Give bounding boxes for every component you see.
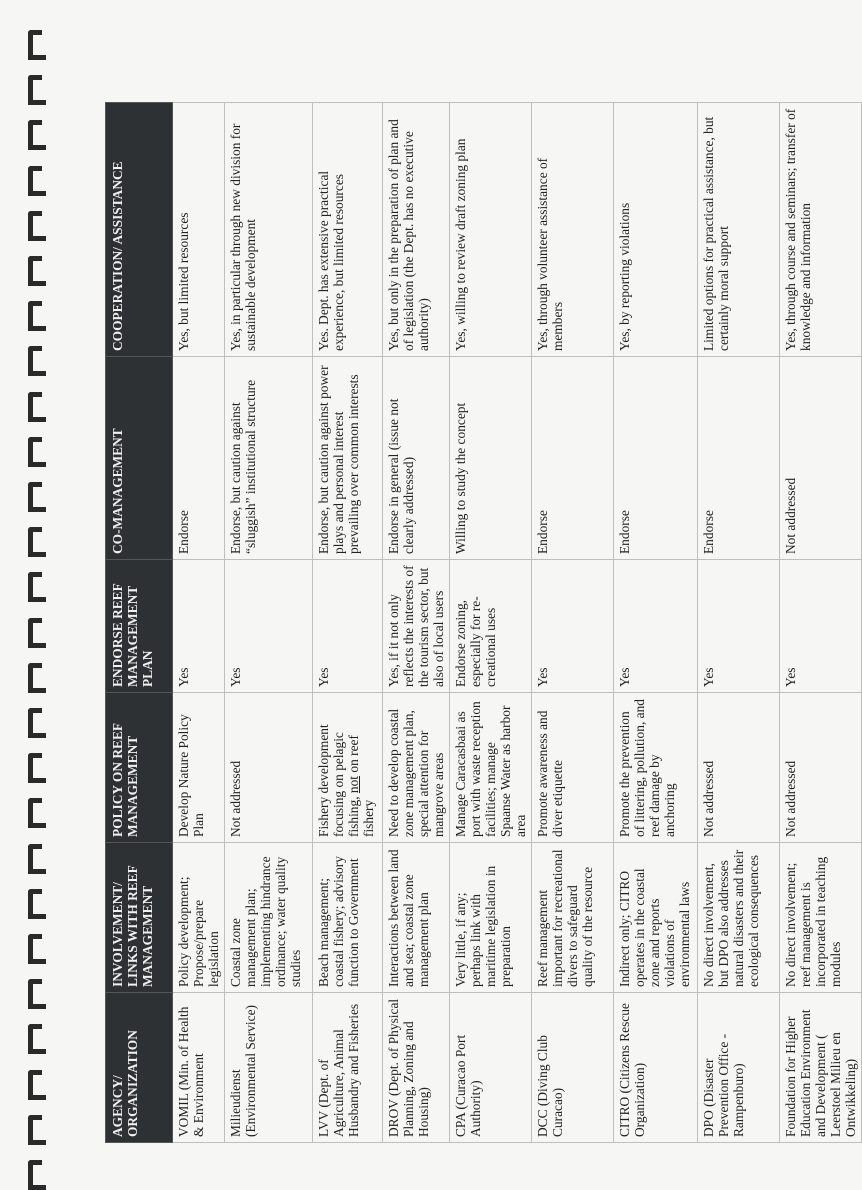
cell-comanagement: Willing to study the concept bbox=[450, 357, 532, 560]
policy-text-emphasis: not bbox=[346, 775, 361, 794]
cell-comanagement: Endorse bbox=[698, 357, 780, 560]
binding-ring bbox=[28, 527, 42, 557]
binding-ring bbox=[28, 979, 42, 1009]
cell-cooperation: Limited options for practical assistance, but certainly moral support bbox=[698, 103, 780, 357]
binding-ring bbox=[28, 120, 42, 150]
cell-comanagement: Not addressed bbox=[780, 357, 862, 560]
header-policy: POLICY ON REEF MANAGEMENT bbox=[106, 693, 173, 843]
binding-ring bbox=[28, 708, 42, 738]
policy-text-pre: Fishery development focusing on pelagic fishing, bbox=[316, 724, 361, 837]
binding-ring bbox=[28, 934, 42, 964]
cell-comanagement: Endorse, but caution against power plays and personal interest prevailing over common interests bbox=[313, 357, 383, 560]
cell-involvement: Interactions between land and sea; coastal zone management plan bbox=[383, 843, 450, 993]
cell-comanagement: Endorse, but caution against “sluggish” institutional structure bbox=[225, 357, 313, 560]
cell-endorse: Yes bbox=[225, 560, 313, 693]
header-involvement: INVOLVEMENT/ LINKS WITH REEF MANAGEMENT bbox=[106, 843, 173, 993]
cell-policy: Not addressed bbox=[780, 693, 862, 843]
table-row bbox=[614, 103, 698, 1143]
table-row bbox=[698, 103, 780, 1143]
cell-endorse: Yes bbox=[698, 560, 780, 693]
cell-involvement: Very little, if any; perhaps link with maritime legislation in preparation bbox=[450, 843, 532, 993]
cell-agency: Foundation for Higher Education Environment and Development ( Leerstoel Milieu en Ontwikkeling) bbox=[780, 993, 862, 1143]
binding-ring bbox=[28, 482, 42, 512]
cell-cooperation: Yes, through volunteer assistance of members bbox=[532, 103, 614, 357]
cell-cooperation: Yes, willing to review draft zoning plan bbox=[450, 103, 532, 357]
binding-ring bbox=[28, 1115, 42, 1145]
binding-ring bbox=[28, 663, 42, 693]
rotated-table-wrapper bbox=[105, 103, 858, 1143]
cell-endorse: Yes bbox=[614, 560, 698, 693]
cell-endorse: Endorse zoning, especially for re-creational uses bbox=[450, 560, 532, 693]
cell-cooperation: Yes, through course and seminars; transfer of knowledge and information bbox=[780, 103, 862, 357]
cell-policy: Manage Caracasbaai as port with waste reception facilities; manage Spaanse Water as harbor area bbox=[450, 693, 532, 843]
cell-comanagement: Endorse in general (issue not clearly addressed) bbox=[383, 357, 450, 560]
cell-cooperation: Yes. Dept. has extensive practical experience, but limited resources bbox=[313, 103, 383, 357]
cell-agency: DCC (Diving Club Curacao) bbox=[532, 993, 614, 1143]
cell-cooperation: Yes, in particular through new division for sustainable development bbox=[225, 103, 313, 357]
binding-ring bbox=[28, 256, 42, 286]
binding-ring bbox=[28, 618, 42, 648]
cell-involvement: Coastal zone management plan; implementing hindrance ordinance; water quality studies bbox=[225, 843, 313, 993]
cell-involvement: No direct involvement; reef management is incorporated in teaching modules bbox=[780, 843, 862, 993]
table-row bbox=[383, 103, 450, 1143]
table-row bbox=[225, 103, 313, 1143]
cell-involvement: No direct involvement, but DPO also addresses natural disasters and their ecological consequences bbox=[698, 843, 780, 993]
document-page bbox=[60, 0, 858, 1187]
cell-cooperation: Yes, but limited resources bbox=[173, 103, 225, 357]
binding-ring bbox=[28, 798, 42, 828]
cell-policy bbox=[313, 693, 383, 843]
cell-policy: Promote the prevention of littering, pollution, and reef damage by anchoring bbox=[614, 693, 698, 843]
cell-agency: DPO (Disaster Prevention Office - Rampenburo) bbox=[698, 993, 780, 1143]
header-agency: AGENCY/ ORGANIZATION bbox=[106, 993, 173, 1143]
header-endorse: ENDORSE REEF MANAGEMENT PLAN bbox=[106, 560, 173, 693]
binding-ring bbox=[28, 437, 42, 467]
cell-endorse: Yes, if it not only reflects the interests of the tourism sector, but also of local users bbox=[383, 560, 450, 693]
table-row bbox=[780, 103, 862, 1143]
cell-policy: Promote awareness and diver etiquette bbox=[532, 693, 614, 843]
cell-comanagement: Endorse bbox=[614, 357, 698, 560]
cell-endorse: Yes bbox=[780, 560, 862, 693]
binding-ring bbox=[28, 1070, 42, 1100]
header-cooperation: COOPERATION/ ASSISTANCE bbox=[106, 103, 173, 357]
table-row bbox=[313, 103, 383, 1143]
binding-ring bbox=[28, 889, 42, 919]
cell-endorse: Yes bbox=[532, 560, 614, 693]
spiral-binding bbox=[0, 0, 60, 1187]
header-row bbox=[106, 103, 173, 1143]
cell-policy: Develop Nature Policy Plan bbox=[173, 693, 225, 843]
binding-ring bbox=[28, 346, 42, 376]
table-row bbox=[173, 103, 225, 1143]
binding-ring bbox=[28, 1024, 42, 1054]
cell-agency: Milieudienst (Environmental Service) bbox=[225, 993, 313, 1143]
binding-ring bbox=[28, 572, 42, 602]
cell-endorse: Yes bbox=[173, 560, 225, 693]
cell-involvement: Policy development; Propose/prepare legislation bbox=[173, 843, 225, 993]
binding-ring bbox=[28, 392, 42, 422]
table-row bbox=[450, 103, 532, 1143]
cell-involvement: Indirect only; CITRO operates in the coastal zone and reports violations of environmental laws bbox=[614, 843, 698, 993]
cell-comanagement: Endorse bbox=[532, 357, 614, 560]
cell-policy: Not addressed bbox=[225, 693, 313, 843]
reef-management-stakeholder-table bbox=[105, 102, 862, 1143]
binding-ring bbox=[28, 166, 42, 196]
binding-ring bbox=[28, 1160, 42, 1190]
binding-ring bbox=[28, 301, 42, 331]
binding-ring bbox=[28, 753, 42, 783]
cell-policy: Not addressed bbox=[698, 693, 780, 843]
binding-ring bbox=[28, 844, 42, 874]
cell-involvement: Reef management important for recreational divers to safeguard quality of the resource bbox=[532, 843, 614, 993]
cell-agency: DROV (Dept. of Physical Planning, Zoning and Housing) bbox=[383, 993, 450, 1143]
cell-agency: CITRO (Citizens Rescue Organization) bbox=[614, 993, 698, 1143]
cell-agency: CPA (Curacao Port Authority) bbox=[450, 993, 532, 1143]
cell-cooperation: Yes, by reporting violations bbox=[614, 103, 698, 357]
cell-policy: Need to develop coastal zone management plan, special attention for mangrove areas bbox=[383, 693, 450, 843]
binding-ring bbox=[28, 30, 42, 60]
policy-text-post: on reef fishery bbox=[346, 735, 376, 837]
cell-cooperation: Yes, but only in the preparation of plan and of legislation (the Dept. has no executive authority) bbox=[383, 103, 450, 357]
binding-ring bbox=[28, 211, 42, 241]
table-row bbox=[532, 103, 614, 1143]
cell-comanagement: Endorse bbox=[173, 357, 225, 560]
cell-endorse: Yes bbox=[313, 560, 383, 693]
header-comanagement: CO-MANAGEMENT bbox=[106, 357, 173, 560]
cell-involvement: Beach management; coastal fishery; advisory function to Government bbox=[313, 843, 383, 993]
cell-agency: VOMIL (Min. of Health & Environment bbox=[173, 993, 225, 1143]
binding-ring bbox=[28, 75, 42, 105]
cell-agency: LVV (Dept. of Agriculture, Animal Husbandry and Fisheries bbox=[313, 993, 383, 1143]
